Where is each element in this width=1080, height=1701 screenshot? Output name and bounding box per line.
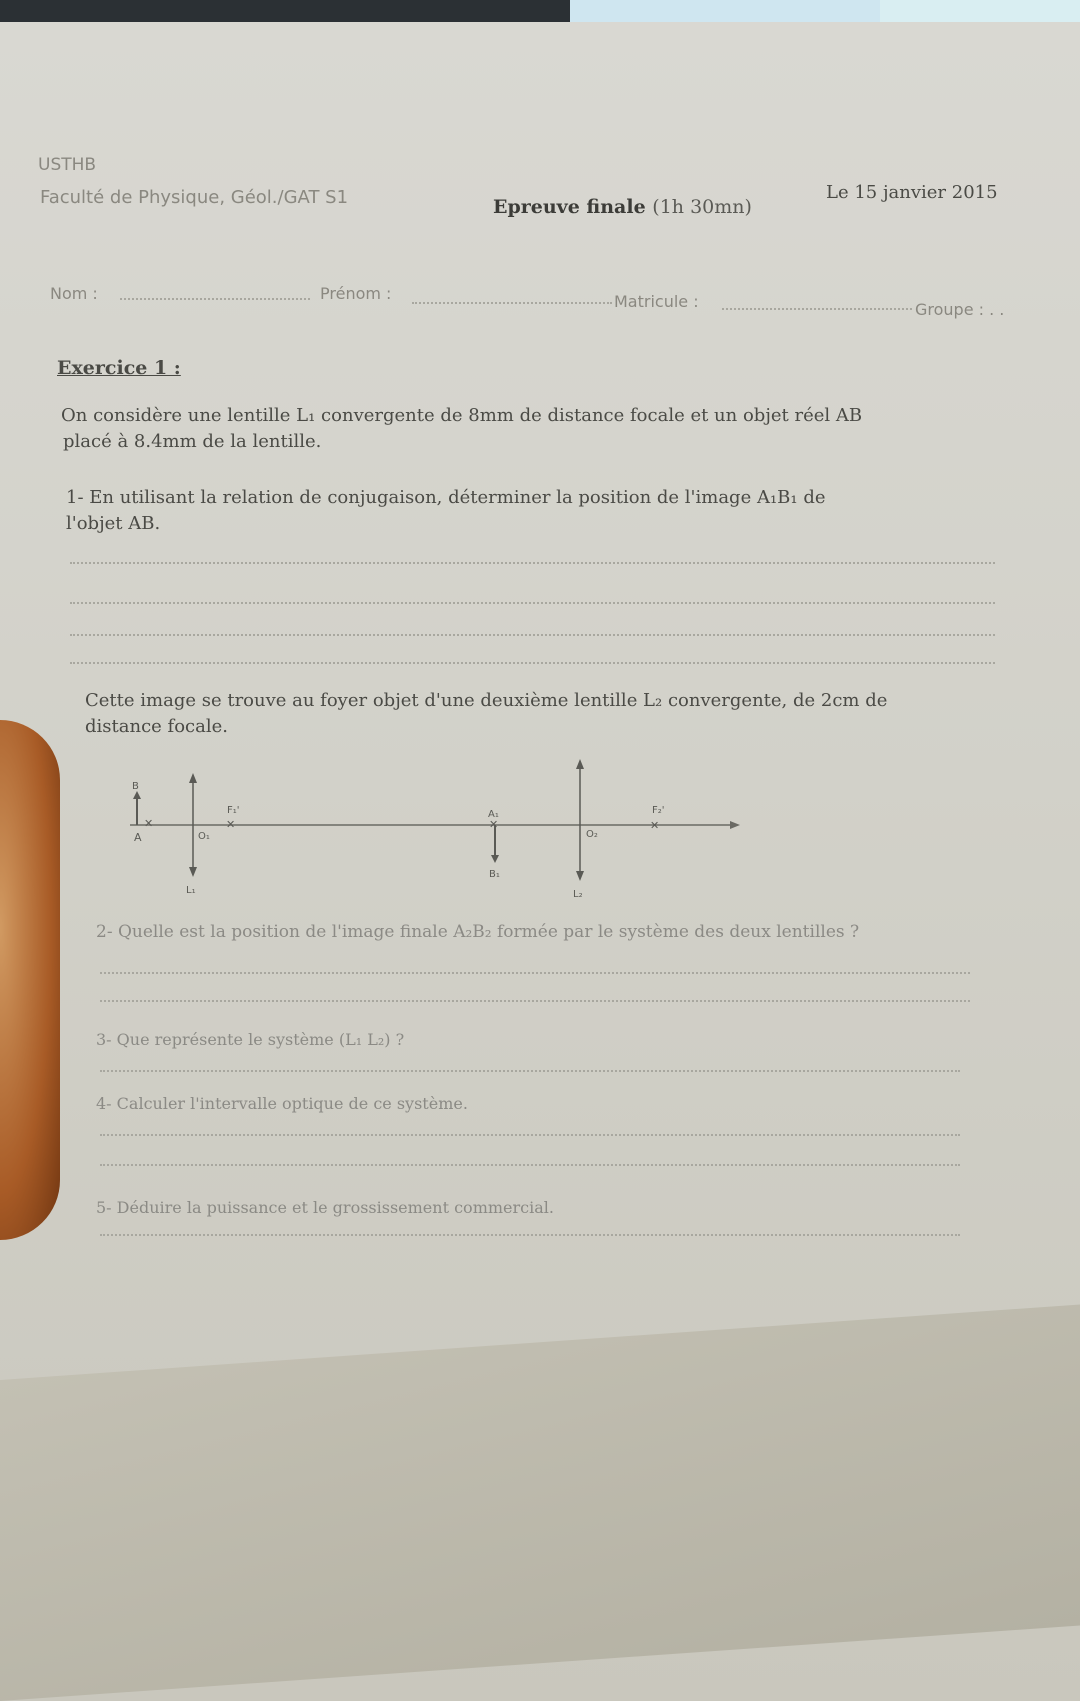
question-1-line-2: l'objet AB. xyxy=(66,513,161,534)
nom-line xyxy=(120,298,310,300)
question-2: 2- Quelle est la position de l'image finale A₂B₂ formée par le système des deux lentilles ? xyxy=(96,922,860,942)
image-arrow-icon xyxy=(491,855,499,863)
exam-date: Le 15 janvier 2015 xyxy=(826,182,998,203)
answer-line xyxy=(70,562,995,564)
thumb xyxy=(0,720,60,1240)
lens-l1-bottom-arrow-icon xyxy=(189,867,197,877)
question-3: 3- Que représente le système (L₁ L₂) ? xyxy=(96,1030,405,1049)
label-a: A xyxy=(134,831,142,844)
exam-duration: (1h 30mn) xyxy=(652,196,752,218)
answer-line xyxy=(100,1000,970,1002)
matricule-label: Matricule : xyxy=(614,292,699,311)
prenom-label: Prénom : xyxy=(320,284,392,303)
prenom-line xyxy=(412,302,612,304)
axis-arrow-icon xyxy=(730,821,740,829)
lens-l2-top-arrow-icon xyxy=(576,759,584,769)
question-5: 5- Déduire la puissance et le grossissement commercial. xyxy=(96,1198,554,1217)
label-f1: F₁' xyxy=(227,805,240,816)
faculty-name: Faculté de Physique, Géol./GAT S1 xyxy=(40,187,349,208)
object-arrow-icon xyxy=(133,791,141,799)
answer-line xyxy=(100,1070,960,1072)
focus-mark-icon: ✕ xyxy=(144,817,154,830)
label-a1: A₁ xyxy=(488,809,499,820)
label-o1: O₁ xyxy=(198,831,210,842)
intro-line-2: placé à 8.4mm de la lentille. xyxy=(63,431,322,452)
label-f2: F₂' xyxy=(652,805,665,816)
label-o2: O₂ xyxy=(586,829,598,840)
focus-mark-icon: ✕ xyxy=(226,818,236,831)
answer-line xyxy=(100,972,970,974)
exam-name: Epreuve finale xyxy=(493,196,646,218)
question-1-line-1: 1- En utilisant la relation de conjugaison, déterminer la position de l'image A₁B₁ de xyxy=(66,487,826,508)
label-l1: L₁ xyxy=(186,885,196,896)
context-line-1: Cette image se trouve au foyer objet d'une deuxième lentille L₂ convergente, de 2cm de xyxy=(85,690,888,711)
label-b1: B₁ xyxy=(489,869,500,880)
groupe-label: Groupe : . . xyxy=(915,300,1005,319)
matricule-line xyxy=(722,308,912,310)
lens-l1-top-arrow-icon xyxy=(189,773,197,783)
context-line-2: distance focale. xyxy=(85,716,228,737)
focus-mark-icon: ✕ xyxy=(650,819,660,832)
optics-diagram xyxy=(110,755,750,905)
answer-line xyxy=(100,1164,960,1166)
exam-title xyxy=(493,196,752,218)
intro-line-1: On considère une lentille L₁ convergente de 8mm de distance focale et un objet réel AB xyxy=(61,405,863,426)
lens-l2-bottom-arrow-icon xyxy=(576,871,584,881)
nom-label: Nom : xyxy=(50,284,98,303)
question-4: 4- Calculer l'intervalle optique de ce système. xyxy=(96,1094,468,1113)
answer-line xyxy=(70,662,995,664)
answer-line xyxy=(70,634,995,636)
answer-line xyxy=(100,1234,960,1236)
label-l2: L₂ xyxy=(573,889,583,900)
label-b: B xyxy=(132,781,139,792)
exercise-title: Exercice 1 : xyxy=(57,357,181,379)
university-name: USTHB xyxy=(38,155,97,175)
answer-line xyxy=(100,1134,960,1136)
focus-mark-icon: ✕ xyxy=(489,818,499,831)
answer-line xyxy=(70,602,995,604)
